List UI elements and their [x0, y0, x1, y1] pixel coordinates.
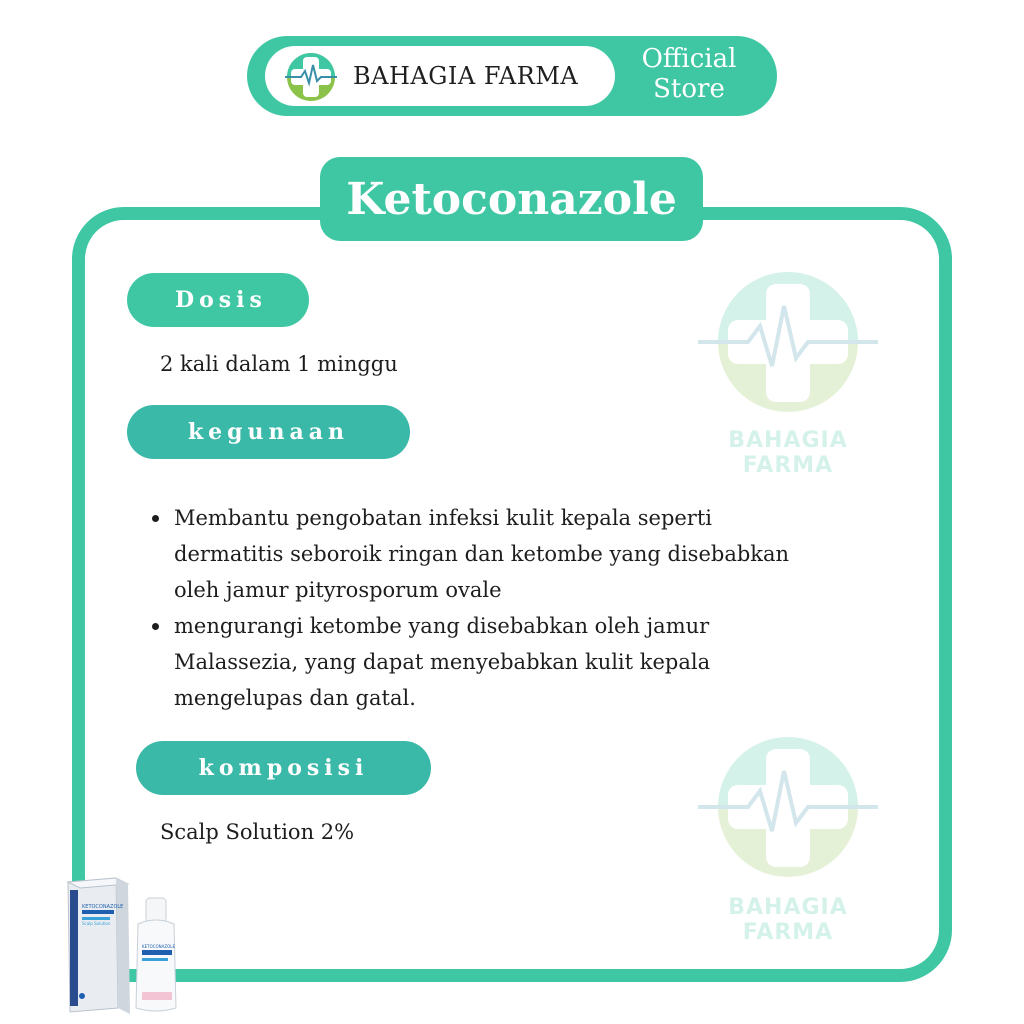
box-sublabel: Scalp Solution — [82, 921, 111, 926]
product-image — [58, 872, 198, 1017]
watermark-text: BAHAGIA FARMA — [728, 428, 848, 478]
store-badge — [247, 36, 777, 116]
watermark-logo-icon — [688, 735, 888, 885]
bottle-label: KETOCONAZOLE — [142, 944, 176, 949]
list-item-line: dermatitis seboroik ringan dan ketombe yang disebabkan — [174, 542, 790, 566]
watermark-logo-icon — [688, 270, 888, 420]
medical-cross-logo-icon — [285, 51, 337, 103]
watermark-bottom — [688, 735, 888, 945]
brand-name: BAHAGIA FARMA — [353, 62, 579, 90]
store-label: Store — [653, 74, 725, 104]
komposisi-label: komposisi — [136, 741, 431, 795]
watermark-top — [688, 270, 888, 478]
list-item — [150, 500, 880, 608]
dosis-value: 2 kali dalam 1 minggu — [160, 352, 398, 376]
watermark-text: BAHAGIA FARMA — [728, 895, 848, 945]
box-label: KETOCONAZOLE — [82, 904, 124, 910]
komposisi-value: Scalp Solution 2% — [160, 820, 355, 844]
list-item-line: oleh jamur pityrosporum ovale — [174, 578, 502, 602]
official-label: Official — [641, 44, 737, 74]
product-title-pill — [320, 157, 703, 241]
list-item-line: mengurangi ketombe yang disebabkan oleh jamur — [174, 614, 710, 638]
list-item-line: Membantu pengobatan infeksi kulit kepala seperti — [174, 506, 713, 530]
list-item — [150, 608, 880, 716]
official-store-label — [623, 44, 755, 104]
product-title: Ketoconazole — [346, 173, 677, 225]
dosis-label: Dosis — [127, 273, 309, 327]
kegunaan-label: kegunaan — [127, 405, 410, 459]
list-item-line: Malassezia, yang dapat menyebabkan kulit kepala — [174, 650, 711, 674]
bullet-icon — [152, 515, 159, 522]
list-item-line: mengelupas dan gatal. — [174, 686, 416, 710]
kegunaan-list — [150, 500, 880, 716]
brand-pill — [265, 46, 615, 106]
bullet-icon — [152, 623, 159, 630]
